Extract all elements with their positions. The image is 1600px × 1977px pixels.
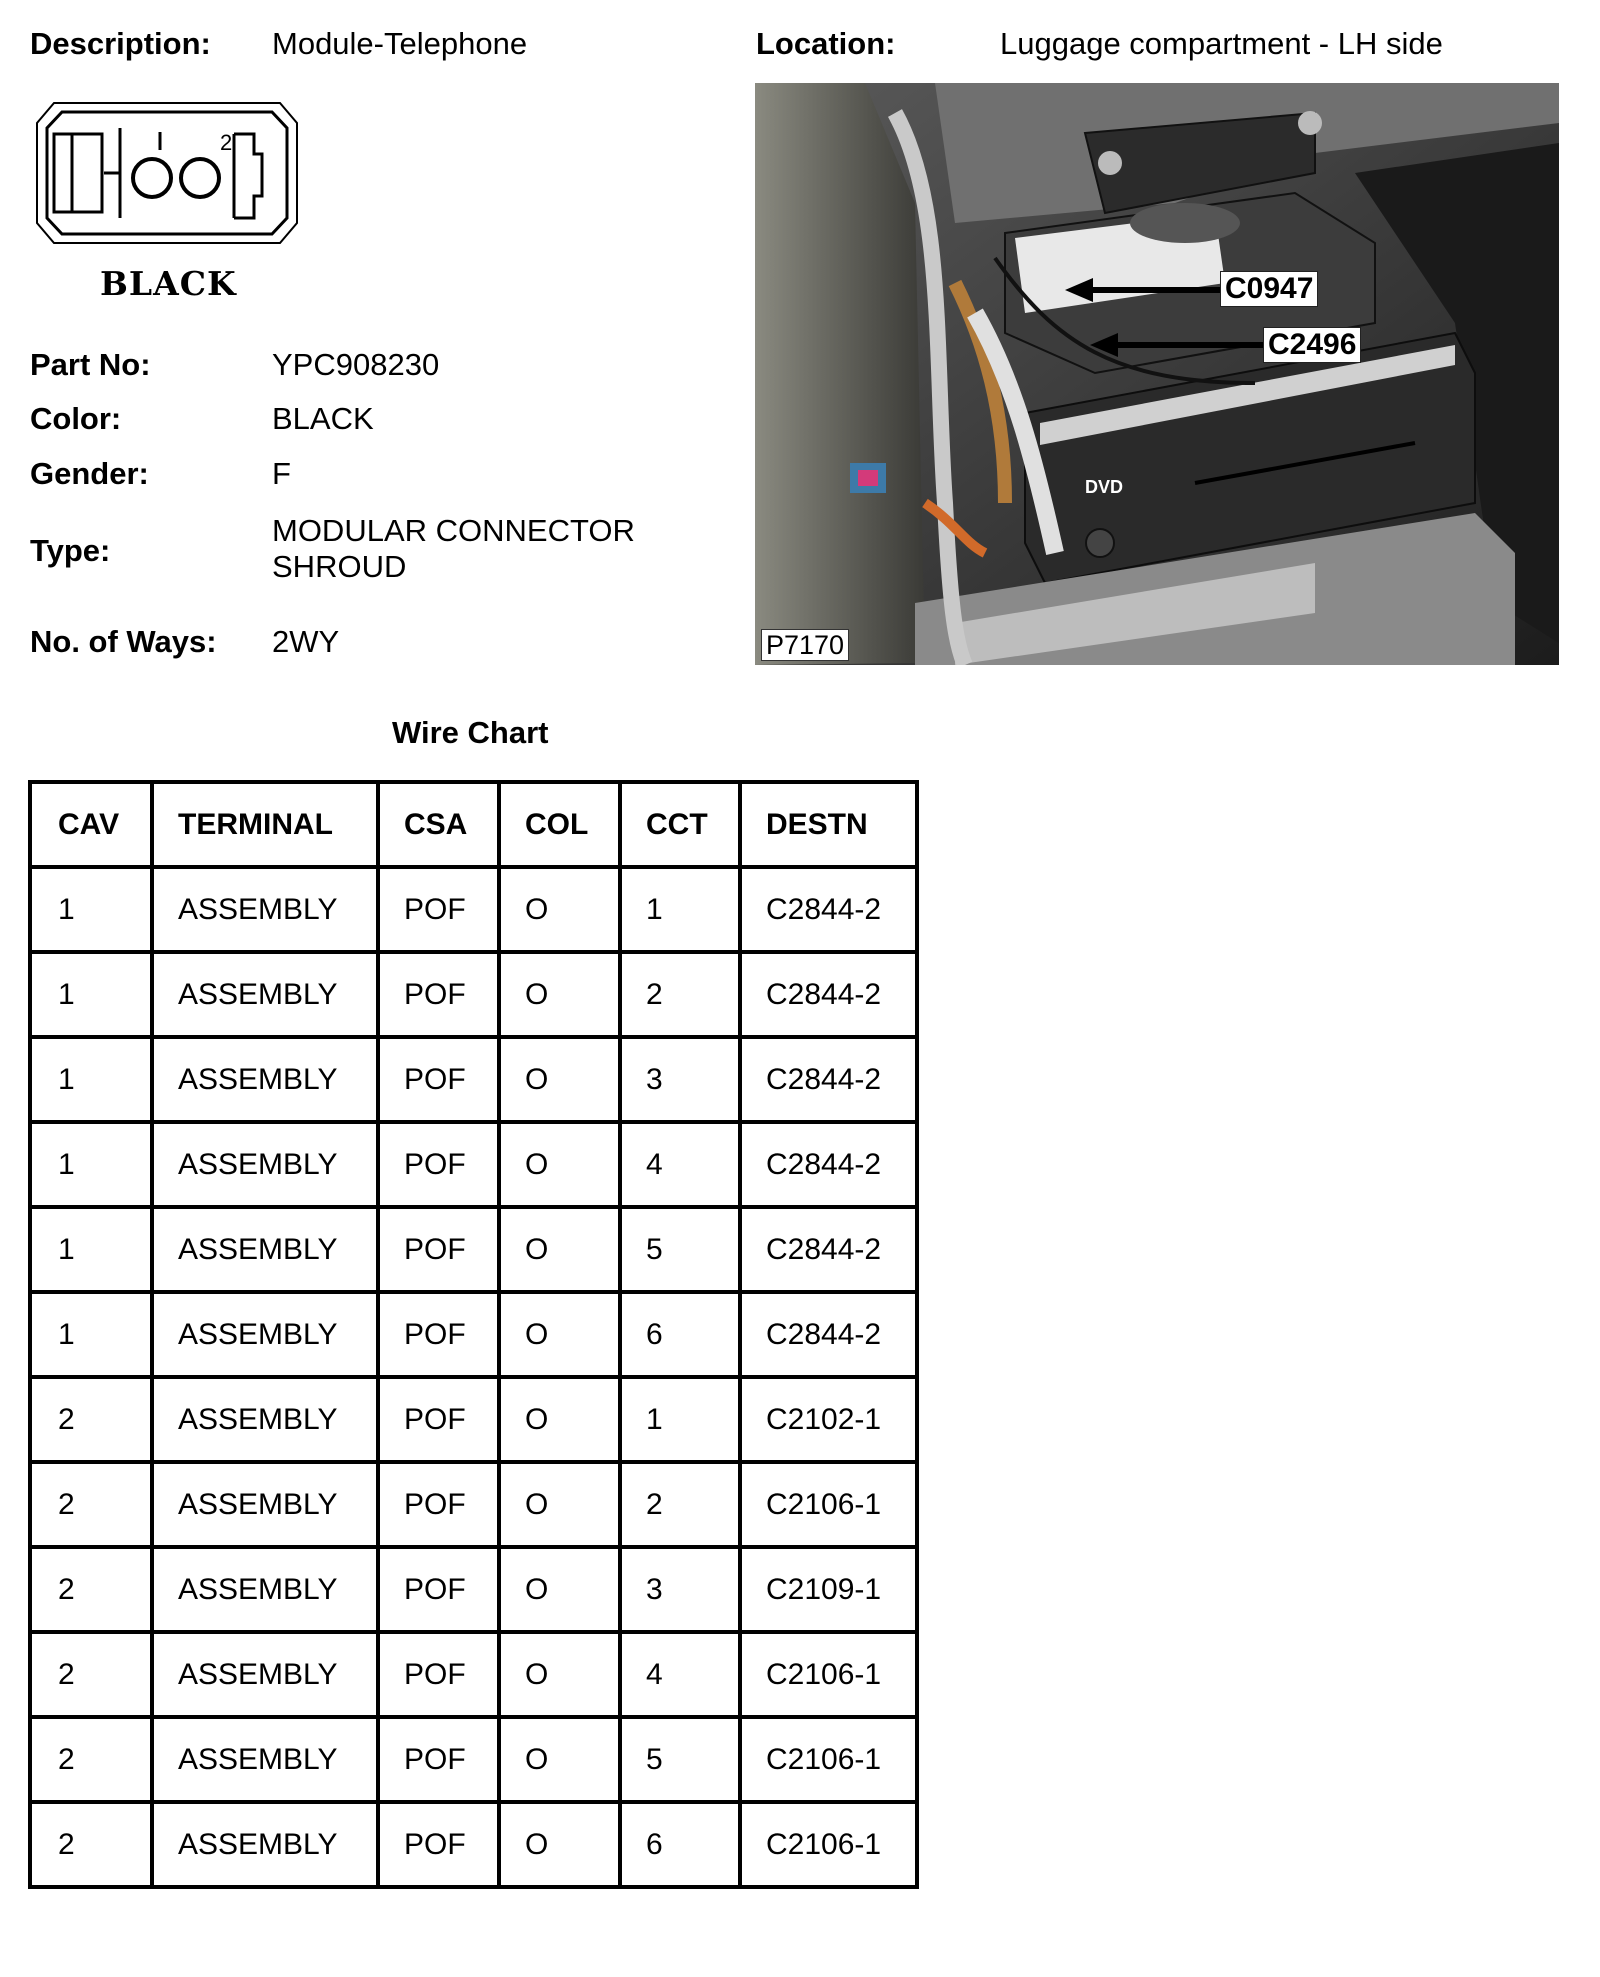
table-cell: ASSEMBLY [152,867,378,952]
part-no-label: Part No: [30,347,151,382]
location-photo [755,83,1559,665]
table-cell: ASSEMBLY [152,1037,378,1122]
table-cell: ASSEMBLY [152,1547,378,1632]
photo-reference: P7170 [761,629,849,661]
type-value-line-1: MODULAR CONNECTOR [272,513,635,548]
table-row [30,1207,917,1292]
table-cell: C2106-1 [740,1717,917,1802]
column-header: CSA [378,782,499,867]
table-cell: C2102-1 [740,1377,917,1462]
table-cell: 4 [620,1632,740,1717]
table-cell: O [499,1207,620,1292]
table-cell: 6 [620,1802,740,1887]
table-cell: 2 [30,1717,152,1802]
location-label: Location: [756,26,896,61]
table-cell: 2 [620,952,740,1037]
table-row [30,1037,917,1122]
table-cell: O [499,1122,620,1207]
table-cell: C2106-1 [740,1462,917,1547]
table-cell: C2844-2 [740,1122,917,1207]
table-cell: O [499,1377,620,1462]
table-cell: POF [378,1802,499,1887]
table-row [30,1717,917,1802]
wire-chart-title: Wire Chart [392,715,549,750]
table-cell: C2109-1 [740,1547,917,1632]
description-label: Description: [30,26,211,61]
table-cell: O [499,867,620,952]
table-cell: O [499,1547,620,1632]
table-cell: 2 [30,1802,152,1887]
table-cell: POF [378,1632,499,1717]
wire-chart-body [30,867,917,1887]
table-row [30,952,917,1037]
table-header-row [30,782,917,867]
type-label: Type: [30,533,111,568]
table-cell: POF [378,867,499,952]
wire-chart-table [28,780,919,1889]
table-cell: O [499,1632,620,1717]
table-cell: POF [378,1547,499,1632]
table-cell: ASSEMBLY [152,1377,378,1462]
type-value [272,513,732,585]
table-cell: C2106-1 [740,1632,917,1717]
callout-c0947: C0947 [1220,271,1318,307]
table-cell: POF [378,1292,499,1377]
callout-c2496: C2496 [1263,327,1361,363]
column-header: CAV [30,782,152,867]
description-value: Module-Telephone [272,26,528,61]
table-cell: O [499,1462,620,1547]
table-cell: 2 [30,1632,152,1717]
table-cell: 1 [30,1292,152,1377]
table-cell: 4 [620,1122,740,1207]
table-cell: ASSEMBLY [152,1462,378,1547]
table-row [30,1122,917,1207]
location-value: Luggage compartment - LH side [1000,26,1443,61]
table-cell: C2844-2 [740,1207,917,1292]
table-cell: ASSEMBLY [152,952,378,1037]
table-cell: C2106-1 [740,1802,917,1887]
type-value-line-2: SHROUD [272,549,407,584]
color-label: Color: [30,401,122,436]
table-cell: POF [378,1207,499,1292]
table-cell: 1 [620,867,740,952]
table-cell: ASSEMBLY [152,1122,378,1207]
table-cell: 1 [30,1122,152,1207]
table-cell: POF [378,1037,499,1122]
table-cell: ASSEMBLY [152,1802,378,1887]
table-row [30,1802,917,1887]
table-row [30,1292,917,1377]
table-row [30,1377,917,1462]
table-cell: 3 [620,1547,740,1632]
table-cell: 5 [620,1717,740,1802]
table-cell: 1 [30,952,152,1037]
connector-color-caption: BLACK [100,264,237,303]
table-cell: 6 [620,1292,740,1377]
table-cell: 2 [30,1462,152,1547]
table-cell: 3 [620,1037,740,1122]
column-header: COL [499,782,620,867]
table-cell: POF [378,952,499,1037]
table-cell: C2844-2 [740,867,917,952]
table-cell: O [499,1037,620,1122]
table-cell: ASSEMBLY [152,1717,378,1802]
table-cell: O [499,952,620,1037]
column-header: TERMINAL [152,782,378,867]
table-cell: POF [378,1122,499,1207]
table-cell: 1 [30,867,152,952]
table-cell: O [499,1717,620,1802]
table-cell: ASSEMBLY [152,1207,378,1292]
table-cell: C2844-2 [740,1292,917,1377]
location-photo-illustration [755,83,1559,665]
gender-value: F [272,456,291,491]
table-row [30,1632,917,1717]
table-cell: 2 [30,1547,152,1632]
part-no-value: YPC908230 [272,347,440,382]
gender-label: Gender: [30,456,149,491]
dvd-logo-text: DVD [1085,477,1124,497]
no-of-ways-value: 2WY [272,624,340,659]
table-row [30,1547,917,1632]
column-header: CCT [620,782,740,867]
table-cell: 1 [30,1037,152,1122]
table-cell: C2844-2 [740,1037,917,1122]
table-cell: O [499,1292,620,1377]
table-cell: ASSEMBLY [152,1632,378,1717]
table-cell: ASSEMBLY [152,1292,378,1377]
table-row [30,1462,917,1547]
table-cell: 5 [620,1207,740,1292]
table-cell: 1 [620,1377,740,1462]
no-of-ways-label: No. of Ways: [30,624,217,659]
color-value: BLACK [272,401,374,436]
table-cell: O [499,1802,620,1887]
table-cell: POF [378,1462,499,1547]
connector-face-diagram [32,98,302,248]
table-cell: POF [378,1377,499,1462]
table-cell: 2 [30,1377,152,1462]
table-cell: 2 [620,1462,740,1547]
table-cell: POF [378,1717,499,1802]
table-cell: 1 [30,1207,152,1292]
column-header: DESTN [740,782,917,867]
table-row [30,867,917,952]
connector-pin-number: 2 [220,130,233,155]
table-cell: C2844-2 [740,952,917,1037]
